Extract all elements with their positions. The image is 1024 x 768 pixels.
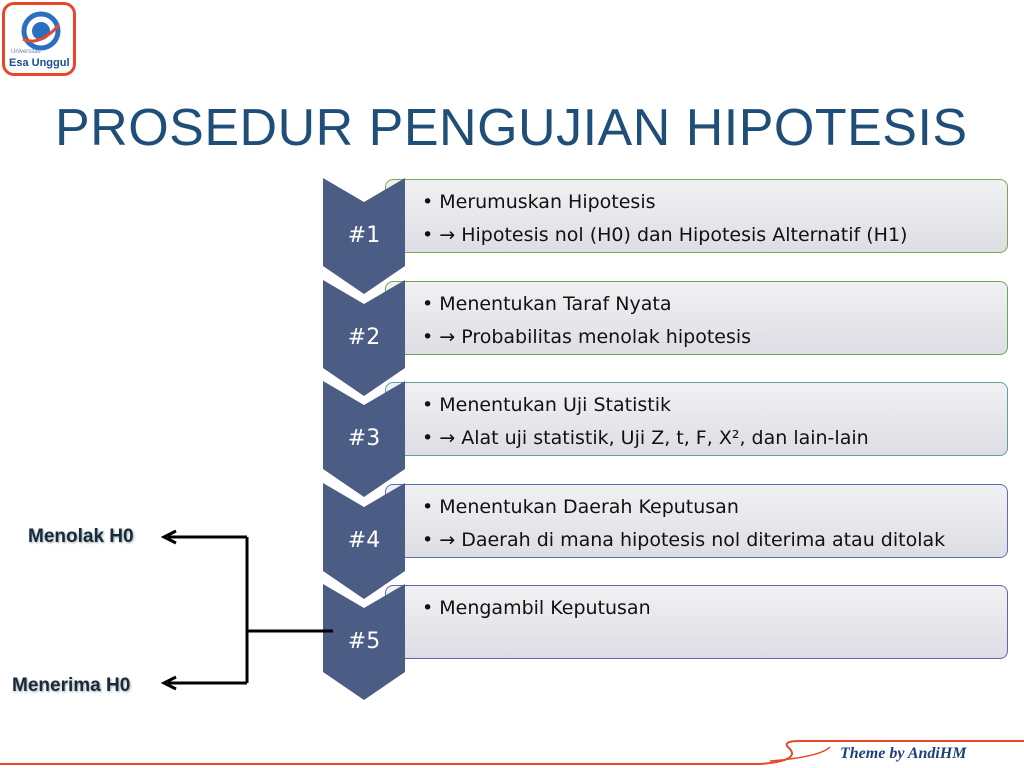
step-1-line-2: • → Hipotesis nol (H0) dan Hipotesis Alternatif (H1) — [422, 224, 908, 246]
step-2-box — [385, 281, 1008, 355]
step-4-line-1: • Menentukan Daerah Keputusan — [422, 496, 739, 518]
step-5-label: #5 — [347, 629, 381, 654]
accept-h0-label: Menerima H0 — [12, 675, 131, 696]
step-1-label: #1 — [347, 223, 381, 248]
page-title: PROSEDUR PENGUJIAN HIPOTESIS — [55, 99, 968, 157]
step-4-line-2: • → Daerah di mana hipotesis nol diterima atau ditolak — [422, 529, 946, 551]
step-3-label: #3 — [347, 426, 381, 451]
step-4-label: #4 — [347, 528, 381, 553]
step-1-box — [385, 179, 1008, 253]
reject-h0-label: Menolak H0 — [28, 526, 134, 547]
step-2-label: #2 — [347, 325, 381, 350]
decision-connector — [150, 525, 340, 695]
step-5-line-1: • Mengambil Keputusan — [422, 597, 651, 619]
step-2-line-1: • Menentukan Taraf Nyata — [422, 293, 672, 315]
logo-caption: Universitas — [11, 49, 41, 55]
footer-credit: Theme by AndiHM — [840, 745, 967, 762]
step-2-line-2: • → Probabilitas menolak hipotesis — [422, 326, 752, 348]
step-3-line-1: • Menentukan Uji Statistik — [422, 394, 672, 416]
step-4-box — [385, 484, 1008, 558]
step-5-box — [385, 585, 1008, 659]
step-3-box — [385, 382, 1008, 456]
logo-emblem-icon — [19, 11, 63, 51]
step-1-line-1: • Merumuskan Hipotesis — [422, 191, 656, 213]
logo-name: Esa Unggul — [9, 57, 70, 69]
university-logo — [2, 2, 76, 76]
step-3-line-2: • → Alat uji statistik, Uji Z, t, F, X², dan lain-lain — [422, 427, 869, 449]
